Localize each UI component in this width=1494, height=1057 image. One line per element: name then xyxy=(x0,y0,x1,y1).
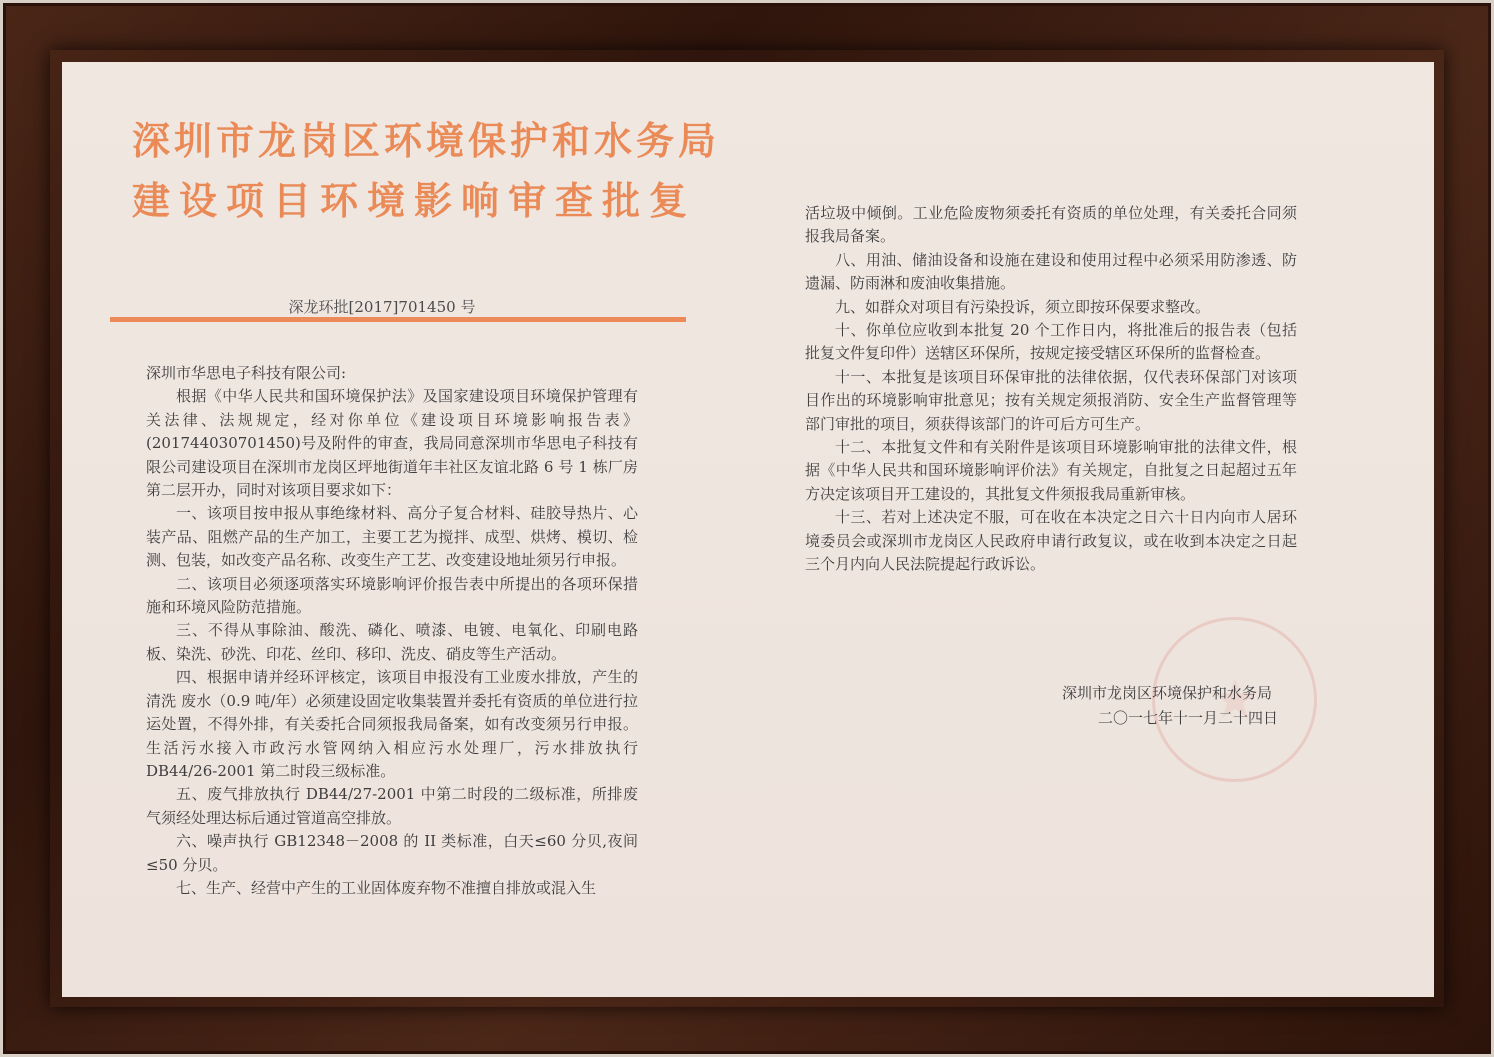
document-title-line1: 深圳市龙岗区环境保护和水务局 xyxy=(132,118,721,163)
signature-date: 二〇一七年十一月二十四日 xyxy=(1098,709,1279,727)
right-column xyxy=(805,202,1297,577)
addressee: 深圳市华思电子科技有限公司: xyxy=(146,364,347,382)
document-title-line2: 建设项目环境影响审查批复 xyxy=(132,178,697,223)
item-paragraph-continued: 活垃圾中倾倒。工业危险废物须委托有资质的单位处理，有关委托合同须报我局备案。 xyxy=(805,204,1297,246)
item-paragraph: 十三、若对上述决定不服，可在收在本决定之日六十日内向市人居环境委员会或深圳市龙岗区人民政府申请行政复议，或在收到本决定之日起三个月内向人民法院提起行政诉讼。 xyxy=(805,508,1297,574)
item-paragraph: 八、用油、储油设备和设施在建设和使用过程中必须采用防渗透、防遗漏、防雨淋和废油收集措施。 xyxy=(805,250,1297,293)
certificate-paper xyxy=(62,62,1434,997)
item-paragraph: 十一、本批复是该项目环保审批的法律依据，仅代表环保部门对该项目作出的环境影响审批意见；按有关规定须报消防、安全生产监督管理等部门审批的项目，须获得该部门的许可后方可生产。 xyxy=(805,367,1297,433)
item-paragraph: 四、根据申请并经环评核定，该项目申报没有工业废水排放，产生的清洗 废水（0.9 吨/年）必须建设固定收集装置并委托有资质的单位进行拉运处置，不得外排，有关委托合同须报我局备案，如有改变须另行申报。生活污水接入市政污水管网纳入相应污水处理厂，污水排放执行 DB44/26-2001 第二时段三级标准。 xyxy=(146,668,638,780)
item-paragraph: 九、如群众对项目有污染投诉，须立即按环保要求整改。 xyxy=(835,297,1211,316)
item-paragraph: 十、你单位应收到本批复 20 个工作日内，将批准后的报告表（包括批复文件复印件）送辖区环保所，按规定接受辖区环保所的监督检查。 xyxy=(805,321,1297,363)
left-column xyxy=(146,362,638,900)
item-paragraph: 六、噪声执行 GB12348－2008 的 II 类标准，白天≤60 分贝,夜间≤50 分贝。 xyxy=(146,832,638,874)
red-divider-line xyxy=(110,317,686,322)
item-paragraph: 七、生产、经营中产生的工业固体废弃物不准擅自排放或混入生 xyxy=(176,878,597,897)
document-number: 深龙环批[2017]701450 号 xyxy=(288,298,476,316)
item-paragraph: 十二、本批复文件和有关附件是该项目环境影响审批的法律文件，根据《中华人民共和国环境影响评价法》有关规定，自批复之日起超过五年方决定该项目开工建设的，其批复文件须报我局重新审核。 xyxy=(805,438,1297,503)
item-paragraph: 二、该项目必须逐项落实环境影响评价报告表中所提出的各项环保措施和环境风险防范措施。 xyxy=(146,574,638,617)
signature-block xyxy=(1062,681,1278,731)
item-paragraph: 一、该项目按申报从事绝缘材料、高分子复合材料、硅胶导热片、心装产品、阻燃产品的生产加工，主要工艺为搅拌、成型、烘烤、模切、检测、包装，如改变产品名称、改变生产工艺、改变建设地址须另行申报。 xyxy=(146,504,638,570)
item-paragraph: 五、废气排放执行 DB44/27-2001 中第二时段的二级标准，所排废气须经处理达标后通过管道高空排放。 xyxy=(146,785,638,827)
item-paragraph: 三、不得从事除油、酸洗、磷化、喷漆、电镀、电氧化、印刷电路板、染洗、砂洗、印花、丝印、移印、洗皮、硝皮等生产活动。 xyxy=(146,621,638,663)
signature-organization: 深圳市龙岗区环境保护和水务局 xyxy=(1062,684,1273,702)
intro-paragraph: 根据《中华人民共和国环境保护法》及国家建设项目环境保护管理有关法律、法规规定，经对你单位《建设项目环境影响报告表》(201744030701450)号及附件的审查，我局同意深圳市华思电子科技有限公司建设项目在深圳市龙岗区坪地街道年丰社区友谊北路 6 号 1 栋厂房第二层开办，同时对该项目要求如下： xyxy=(146,387,638,500)
